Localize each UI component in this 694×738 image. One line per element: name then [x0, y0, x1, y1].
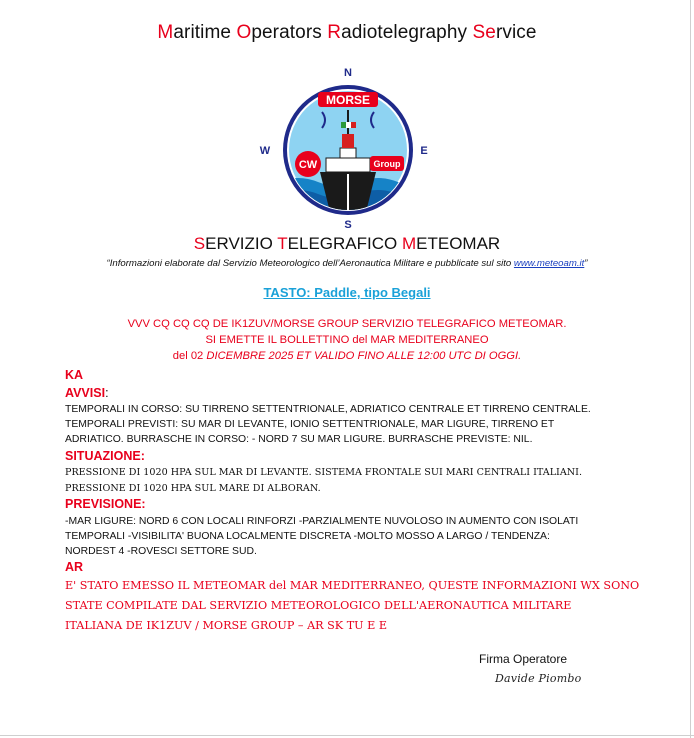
logo-ship-bridge — [326, 158, 370, 172]
avvisi-line-1: TEMPORALI IN CORSO: SU TIRRENO SETTENTRIONALE, ADRIATICO CENTRALE ET TIRRENO CENTRALE. — [65, 404, 591, 415]
previsione-body — [65, 514, 625, 559]
logo-flag-green — [341, 122, 346, 128]
previsione-heading: PREVISIONE: — [65, 497, 146, 511]
avvisi-line-2: TEMPORALI PREVISTI: SU MAR DI LEVANTE, IONIO SETTENTRIONALE, MAR LIGURE, TIRRENO ET — [65, 419, 555, 430]
title-word-radiotelegraphy: adiotelegraphy — [341, 22, 473, 43]
service-word-meteomar: ETEOMAR — [416, 234, 501, 253]
bulletin-line-1: VVV CQ CQ CQ DE IK1ZUV/MORSE GROUP SERVIZIO TELEGRAFICO METEOMAR. — [127, 318, 567, 330]
compass-north: N — [344, 67, 352, 79]
service-title — [0, 234, 694, 254]
compass-west: W — [259, 145, 271, 157]
ar-marker: AR — [65, 560, 84, 574]
title-word-maritime: aritime — [173, 22, 237, 43]
bulletin-date-validity: DICEMBRE 2025 ET VALIDO FINO ALLE 12:00 UTC DI OGGI. — [206, 350, 522, 362]
closing-line-2: STATE COMPILATE DAL SERVIZIO METEOROLOGICO DELL'AERONAUTICA MILITARE — [65, 599, 572, 612]
page-right-edge — [690, 0, 691, 738]
title-initial-se: Se — [472, 22, 496, 43]
compass-south: S — [344, 219, 352, 231]
page-bottom-edge — [0, 735, 694, 736]
previsione-line-2: TEMPORALI -VISIBILITA' BUONA LOCALMENTE DISCRETA -MOLTO MOSSO A LARGO / TENDENZA: — [65, 531, 550, 542]
source-info-text: “Informazioni elaborate dal Servizio Meteorologico dell’Aeronautica Militare e pubblicate sul sito — [106, 258, 514, 269]
signature-label: Firma Operatore — [479, 652, 568, 666]
logo-cw-text: CW — [298, 159, 318, 171]
logo-flag-red — [351, 122, 356, 128]
avvisi-label: AVVISI — [65, 386, 106, 400]
situazione-heading: SITUAZIONE: — [65, 449, 145, 463]
closing-line-1: E' STATO EMESSO IL METEOMAR del MAR MEDITERRANEO, QUESTE INFORMAZIONI WX SONO — [65, 579, 640, 592]
source-info-line — [0, 258, 694, 269]
avvisi-body — [65, 402, 625, 447]
bulletin-header — [0, 316, 694, 364]
situazione-line-1: PRESSIONE DI 1020 HPA SUL MAR DI LEVANTE. SISTEMA FRONTALE SUI MARI CENTRALI ITALIANI. — [65, 467, 583, 478]
situazione-line-2: PRESSIONE DI 1020 HPA SUL MARE DI ALBORAN. — [65, 483, 321, 494]
organization-title — [0, 22, 694, 44]
logo-ship-funnel — [342, 134, 354, 148]
service-word-servizio: ERVIZIO — [205, 234, 278, 253]
title-word-service: rvice — [495, 22, 537, 43]
title-initial-o: O — [236, 22, 252, 43]
logo-ship-cabin — [340, 148, 356, 158]
situazione-body — [65, 465, 625, 497]
closing-line-3: ITALIANA DE IK1ZUV / MORSE GROUP – AR SK TU E E — [65, 619, 388, 632]
ka-marker: KA — [65, 368, 84, 382]
service-initial-t: T — [277, 234, 288, 253]
source-info-end: ” — [584, 258, 588, 269]
meteoam-link[interactable]: www.meteoam.it — [513, 258, 585, 269]
logo-group-text: Group — [373, 159, 401, 169]
morse-group-logo — [258, 62, 438, 232]
key-type-line: TASTO: Paddle, tipo Begali — [263, 285, 431, 300]
title-initial-m: M — [157, 22, 174, 43]
logo-banner-text: MORSE — [325, 93, 371, 107]
service-word-telegrafico: ELEGRAFICO — [287, 234, 402, 253]
logo-flag-white — [346, 122, 351, 128]
bulletin-line-3 — [0, 348, 694, 364]
previsione-line-3: NORDEST 4 -ROVESCI SETTORE SUD. — [65, 546, 257, 557]
avvisi-heading — [65, 386, 109, 400]
previsione-line-1: -MAR LIGURE: NORD 6 CON LOCALI RINFORZI -PARZIALMENTE NUVOLOSO IN AUMENTO CON ISOLATI — [65, 516, 579, 527]
avvisi-colon: : — [105, 386, 109, 400]
avvisi-line-3: ADRIATICO. BURRASCHE IN CORSO: - NORD 7 SU MAR LIGURE. BURRASCHE PREVISTE: NIL. — [65, 434, 533, 445]
bulletin-date-start: del 02 — [172, 350, 207, 362]
title-word-operators: perators — [251, 22, 328, 43]
service-initial-m: M — [401, 234, 417, 253]
title-initial-r: R — [327, 22, 342, 43]
handwritten-signature: Davide Piombo — [495, 672, 582, 685]
bulletin-line-2: SI EMETTE IL BOLLETTINO del MAR MEDITERRANEO — [205, 334, 489, 346]
service-initial-s: S — [193, 234, 206, 253]
compass-east: E — [420, 145, 428, 157]
closing-statement — [65, 576, 645, 636]
